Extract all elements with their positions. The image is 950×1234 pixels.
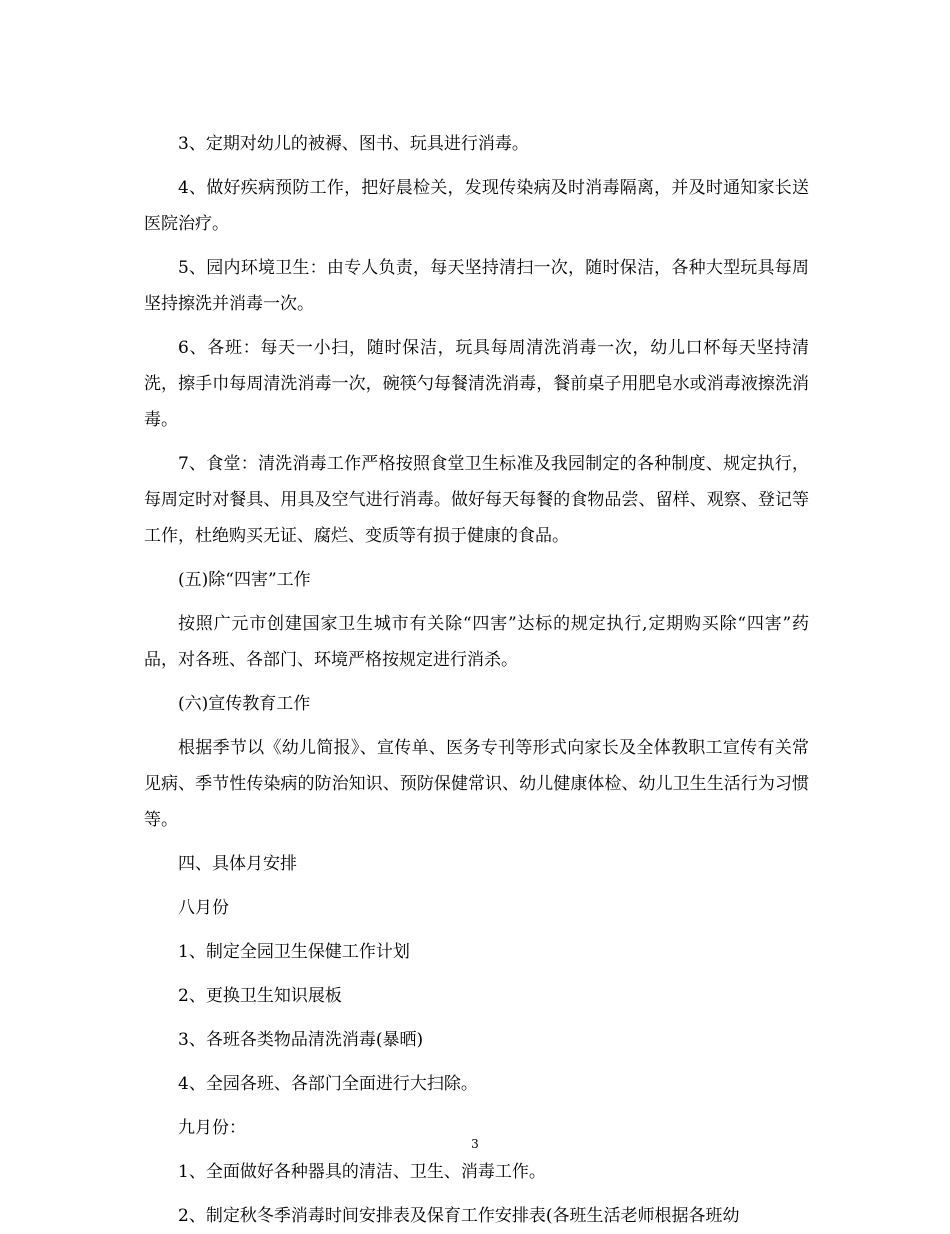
august-item-3: 3、各班各类物品清洗消毒(暴晒) bbox=[178, 1030, 424, 1050]
paragraph-education: 根据季节以《幼儿简报》、宣传单、医务专刊等形式向家长及全体教职工宣传有关常见病、季节性传染病的防治知识、预防保健常识、幼儿健康体检、幼儿卫生生活行为习惯等。 bbox=[144, 738, 809, 830]
section-heading-five-pests: (五)除“四害”工作 bbox=[178, 570, 311, 590]
paragraph-item-6-classes: 6、各班：每天一小扫，随时保洁，玩具每周清洗消毒一次，幼儿口杯每天坚持清洗，擦手巾每周清洗消毒一次，碗筷勺每餐清洗消毒，餐前桌子用肥皂水或消毒液擦洗消毒。 bbox=[144, 338, 809, 430]
paragraph-pest-control: 按照广元市创建国家卫生城市有关除“四害”达标的规定执行,定期购买除“四害”药品，对各班、各部门、环境严格按规定进行消杀。 bbox=[144, 614, 809, 670]
document-body bbox=[144, 126, 809, 1234]
month-heading-august: 八月份 bbox=[178, 898, 229, 918]
paragraph-item-7-canteen: 7、食堂：清洗消毒工作严格按照食堂卫生标准及我园制定的各种制度、规定执行，每周定时对餐具、用具及空气进行消毒。做好每天每餐的食物品尝、留样、观察、登记等工作，杜绝购买无证、腐烂、变质等有损于健康的食品。 bbox=[144, 454, 809, 546]
paragraph-item-4-disease-prevention: 4、做好疾病预防工作，把好晨检关，发现传染病及时消毒隔离，并及时通知家长送医院治疗。 bbox=[144, 178, 809, 234]
section-heading-monthly-plan: 四、具体月安排 bbox=[178, 854, 297, 874]
month-heading-september: 九月份： bbox=[178, 1118, 246, 1138]
august-item-4: 4、全园各班、各部门全面进行大扫除。 bbox=[178, 1074, 478, 1094]
paragraph-item-3-disinfect-bedding: 3、定期对幼儿的被褥、图书、玩具进行消毒。 bbox=[178, 134, 529, 154]
paragraph-item-5-campus-hygiene: 5、园内环境卫生：由专人负责，每天坚持清扫一次，随时保洁，各种大型玩具每周坚持擦洗并消毒一次。 bbox=[144, 258, 809, 314]
august-item-2: 2、更换卫生知识展板 bbox=[178, 986, 342, 1006]
section-heading-six-education: (六)宣传教育工作 bbox=[178, 694, 311, 714]
september-item-1: 1、全面做好各种器具的清洁、卫生、消毒工作。 bbox=[178, 1162, 546, 1182]
september-item-2: 2、制定秋冬季消毒时间安排表及保育工作安排表(各班生活老师根据各班幼 bbox=[178, 1206, 740, 1226]
page-number: 3 bbox=[471, 1137, 479, 1151]
august-item-1: 1、制定全园卫生保健工作计划 bbox=[178, 942, 410, 962]
